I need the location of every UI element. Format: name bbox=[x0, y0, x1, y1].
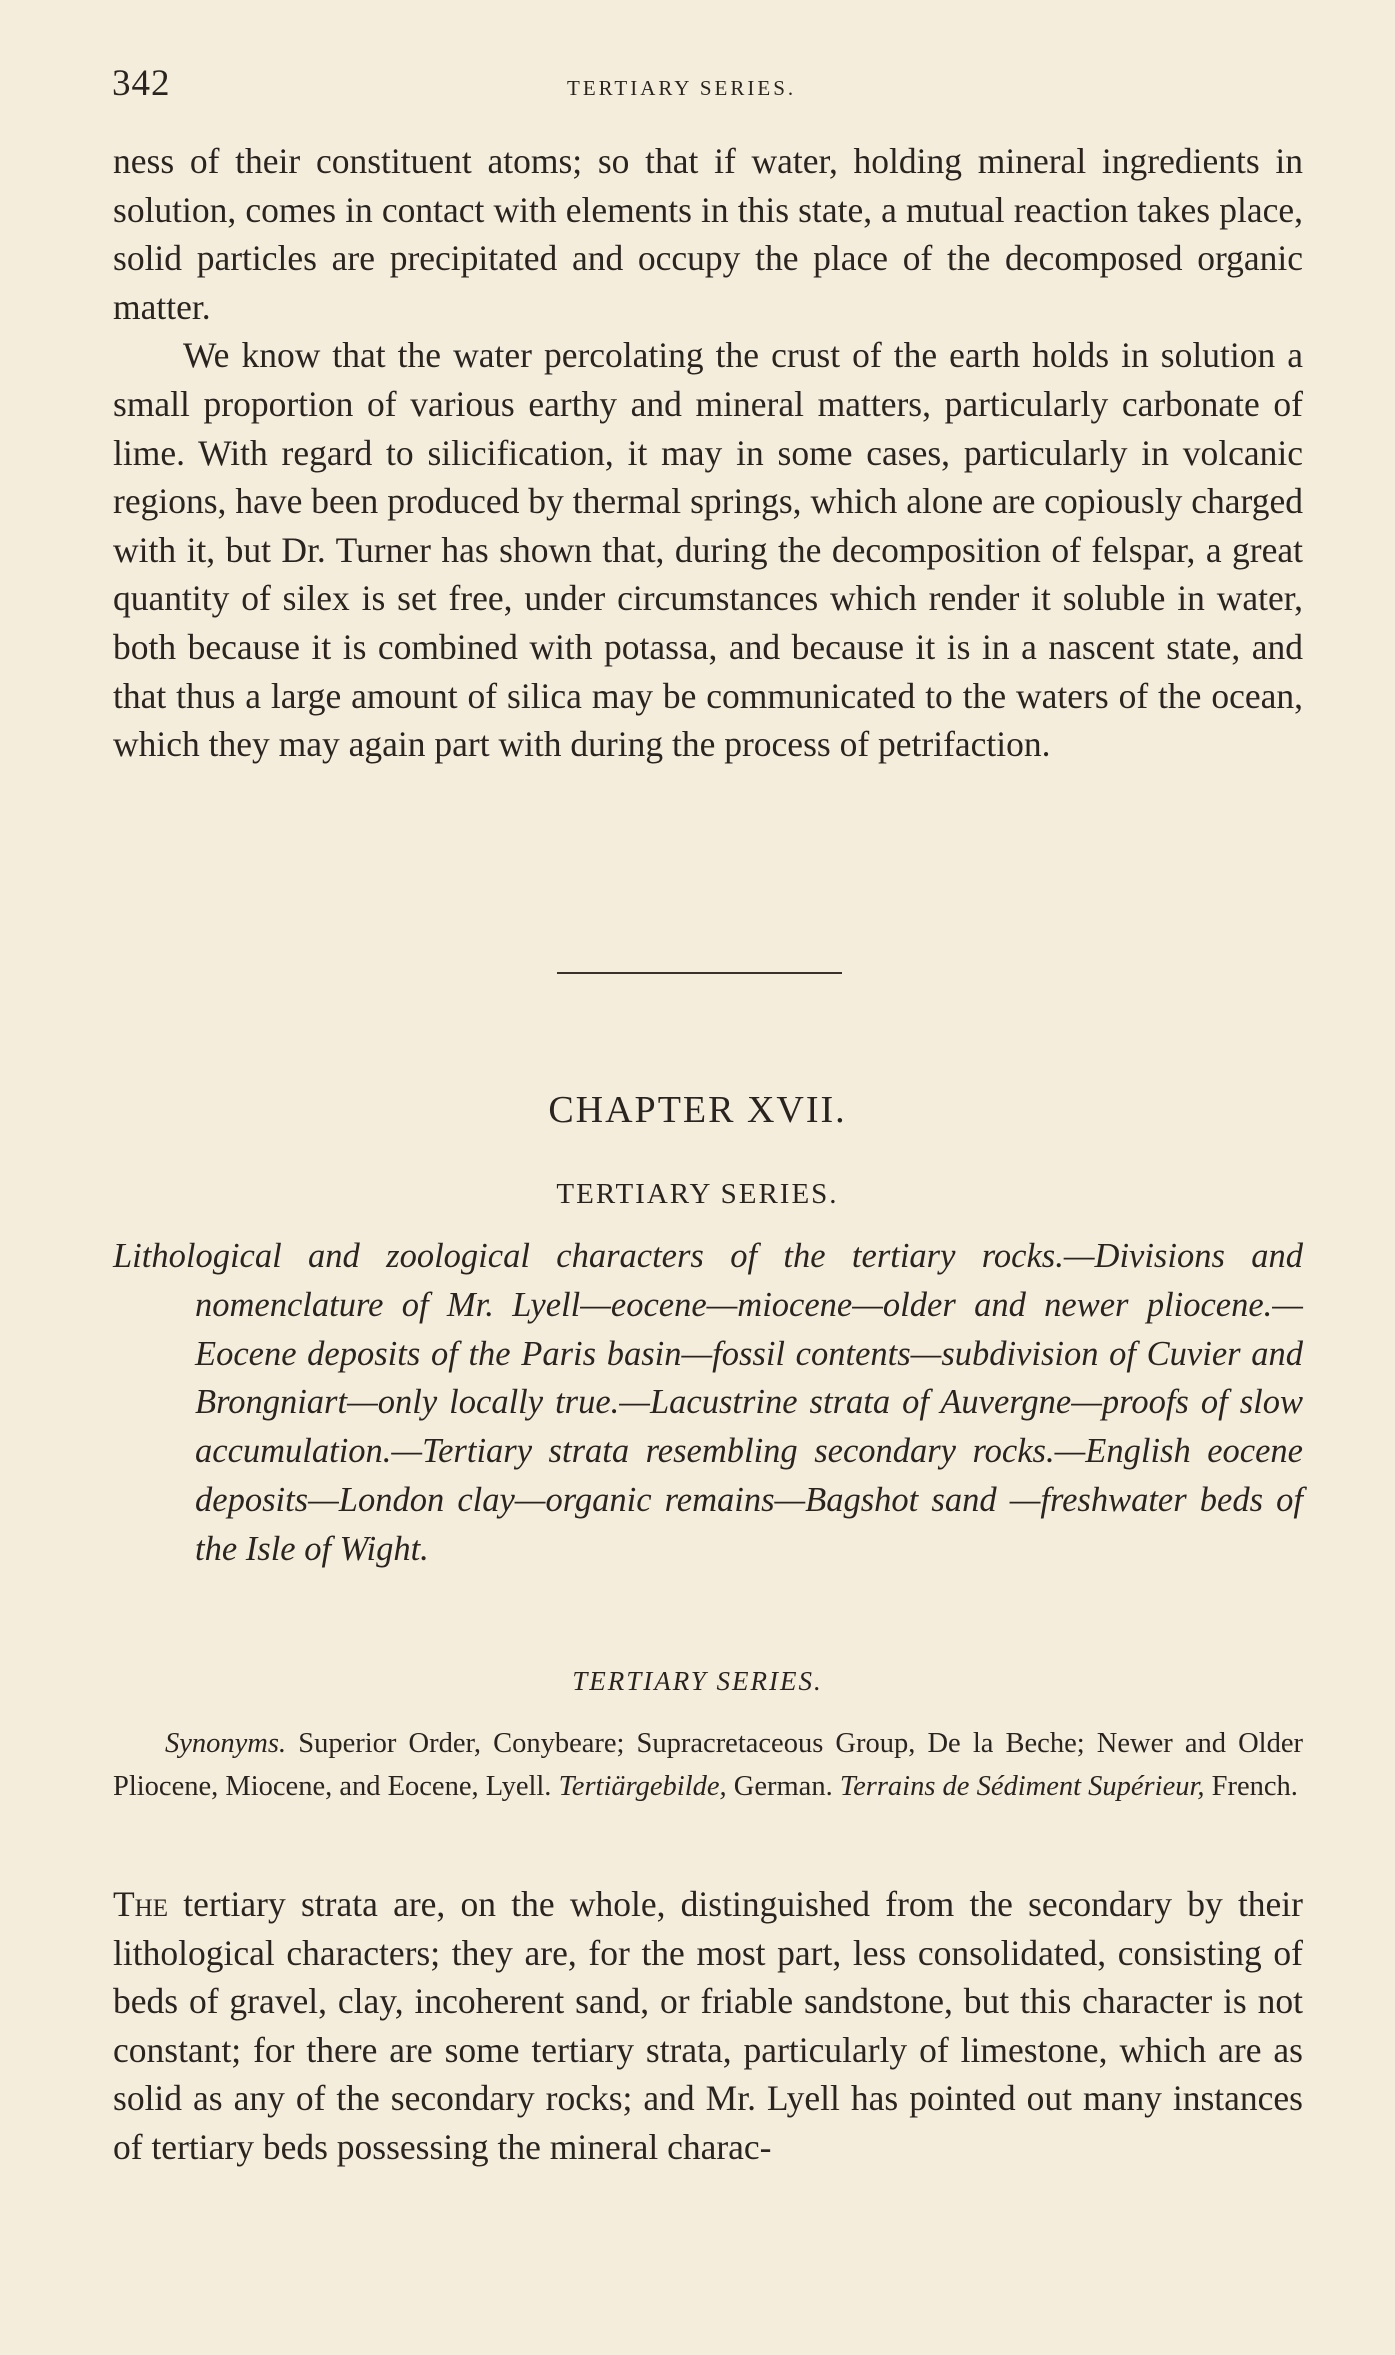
opening-text bbox=[113, 137, 1303, 769]
section-title: TERTIARY SERIES. bbox=[572, 1666, 823, 1696]
body-text bbox=[113, 1880, 1303, 2172]
lead-word: The bbox=[113, 1884, 169, 1924]
chapter-number: CHAPTER XVII. bbox=[548, 1089, 847, 1131]
paragraph-tertiary-characters bbox=[113, 1880, 1303, 2172]
synonyms-text-3: French. bbox=[1204, 1770, 1298, 1802]
running-head bbox=[112, 62, 1302, 112]
section-divider bbox=[557, 972, 842, 974]
page-number: 342 bbox=[112, 63, 171, 104]
synonyms-label: Synonyms. bbox=[165, 1728, 287, 1759]
chapter-title: TERTIARY SERIES. bbox=[556, 1178, 839, 1210]
synonyms-german-term: Tertiärgebilde, bbox=[558, 1770, 727, 1802]
synonyms-note bbox=[113, 1723, 1303, 1808]
synonyms-text-1: Superior Order, Conybeare; Supracretaceous Group, De la Beche; Newer and Older Pliocene, Miocene, and Eocene, Lyell. bbox=[113, 1728, 1303, 1802]
paragraph-tertiary-text: tertiary strata are, on the whole, distinguished from the secondary by their lithological characters; they are, for the most part, less consolidated, consisting of beds of gravel, clay, incoherent sand, or friable sandstone, but this character is not constant; for there are some tertiary strata, particularly of limestone, which are as solid as any of the secondary rocks; and Mr. Lyell has pointed out many instances of tertiary beds possessing the mineral charac- bbox=[113, 1884, 1303, 2167]
chapter-synopsis: Lithological and zoological characters of the tertiary rocks.—Divisions and nomenclature of Mr. Lyell—eocene—miocene—older and newer pliocene.—Eocene deposits of the Paris basin—fossil contents—subdivision of Cuvier and Brongniart—only locally true.—Lacustrine strata of Auvergne—proofs of slow accumulation.—Tertiary strata resembling secondary rocks.—English eocene deposits—London clay—organic remains—Bagshot sand —freshwater beds of the Isle of Wight. bbox=[113, 1237, 1303, 1568]
paragraph-continuation: ness of their constituent atoms; so that if water, holding mineral ingredients in solution, comes in contact with elements in this state, a mutual reaction takes place, solid particles are precipitated and occupy the place of the decomposed organic matter. bbox=[113, 141, 1303, 327]
running-title: TERTIARY SERIES. bbox=[567, 76, 797, 100]
paragraph-silicification: We know that the water percolating the crust of the earth holds in solution a small proportion of various earthy and mineral matters, particularly carbonate of lime. With regard to silicification, it may in some cases, particularly in volcanic regions, have been produced by thermal springs, which alone are copiously charged with it, but Dr. Turner has shown that, during the decomposition of felspar, a great quantity of silex is set free, under circumstances which render it soluble in water, both because it is combined with potassa, and because it is in a nascent state, and that thus a large amount of silica may be communicated to the waters of the ocean, which they may again part with during the process of petrifaction. bbox=[113, 335, 1303, 765]
synonyms-french-term: Terrains de Sédiment Supérieur, bbox=[839, 1770, 1205, 1802]
synonyms-text-2: German. bbox=[726, 1770, 840, 1802]
